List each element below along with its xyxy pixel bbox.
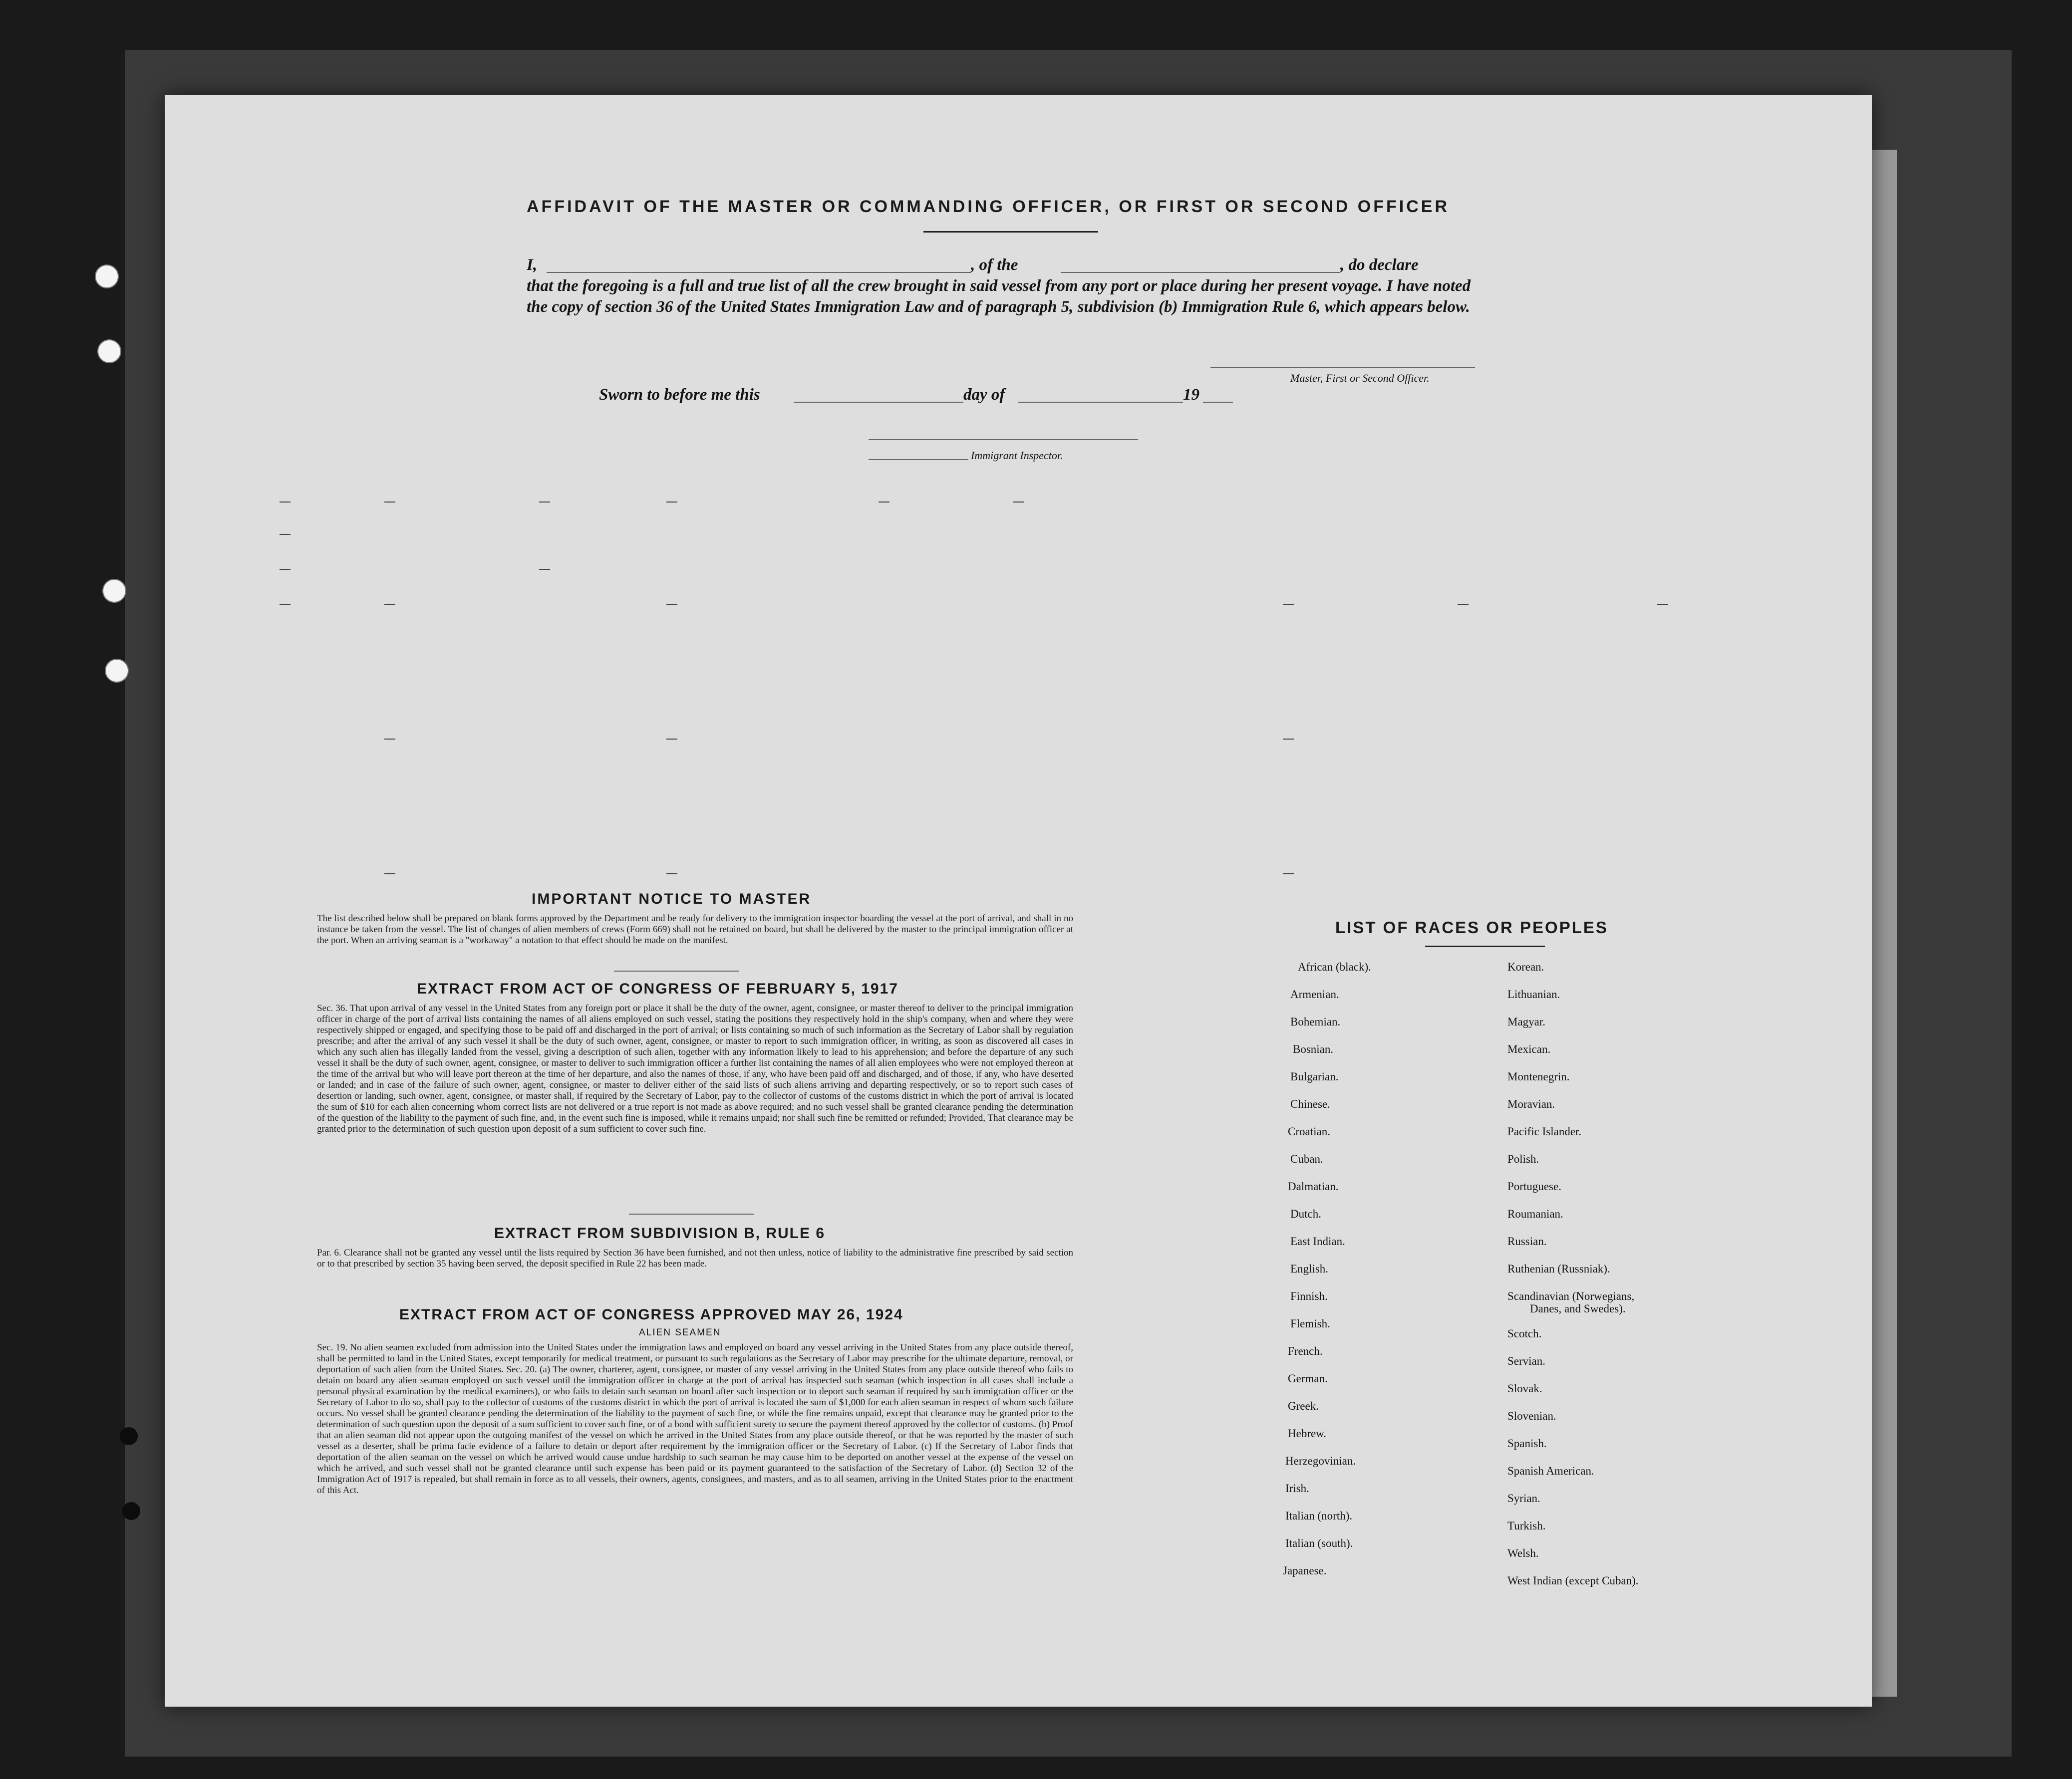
day-of-text: day of — [963, 386, 1005, 404]
declare-do-declare: , do declare — [1340, 256, 1419, 274]
race-item: Montenegrin. — [1507, 1070, 1570, 1083]
notice-title: IMPORTANT NOTICE TO MASTER — [532, 891, 812, 907]
affidavit-body: that the foregoing is a full and true list of all the crew brought in said vessel from any port or place during her present voyage. I have noted the copy of section 36 of the United States Immigration Law and of paragraph 5, subdivision (b) Immigration Rule 6, which appears below. — [527, 277, 1471, 316]
column-mark — [1283, 739, 1294, 740]
column-mark — [1657, 604, 1668, 605]
column-mark — [1283, 604, 1294, 605]
races-title: LIST OF RACES OR PEOPLES — [1335, 918, 1608, 937]
race-item: Chinese. — [1290, 1098, 1330, 1110]
race-item: Croatian. — [1288, 1125, 1330, 1138]
binder-hole — [97, 339, 121, 363]
binder-hole — [95, 264, 119, 288]
column-mark — [384, 502, 395, 503]
race-item: Spanish American. — [1507, 1465, 1594, 1477]
declare-i: I, — [527, 256, 538, 274]
race-item: Italian (north). — [1285, 1510, 1353, 1522]
race-item: Slovenian. — [1507, 1410, 1556, 1422]
signature-line — [1210, 367, 1475, 368]
race-item: Herzegovinian. — [1285, 1455, 1356, 1467]
column-mark — [384, 604, 395, 605]
month-blank — [1018, 402, 1183, 403]
column-mark — [280, 604, 291, 605]
year-blank — [1203, 402, 1233, 403]
race-item: East Indian. — [1290, 1235, 1345, 1248]
rule6-text: Par. 6. Clearance shall not be granted any vessel until the lists required by Section 36 have been furnished, and not then unless, notice of liability to the administrative fine prescribed by said section or to that prescribed by section 35 having been served, the deposit specified in Rule 22 has been made. — [317, 1248, 1073, 1269]
race-item: Welsh. — [1507, 1547, 1539, 1559]
affidavit-title: AFFIDAVIT OF THE MASTER OR COMMANDING OFFICER, OR FIRST OR SECOND OFFICER — [527, 197, 1450, 216]
race-item: Slovak. — [1507, 1382, 1542, 1395]
race-item: African (black). — [1298, 961, 1371, 973]
signature-label: Master, First or Second Officer. — [1290, 372, 1430, 384]
race-item: Pacific Islander. — [1507, 1125, 1582, 1138]
notice-divider — [614, 971, 739, 972]
race-item: Flemish. — [1290, 1317, 1330, 1330]
binder-hole — [105, 659, 129, 683]
extract-1917-title: EXTRACT FROM ACT OF CONGRESS OF FEBRUARY 5, 1917 — [417, 981, 898, 997]
inspector-line-2 — [869, 459, 968, 460]
race-item: Roumanian. — [1507, 1208, 1563, 1220]
column-mark — [539, 502, 550, 503]
race-item: Danes, and Swedes). — [1530, 1302, 1626, 1315]
declare-of-the: , of the — [971, 256, 1018, 274]
form-page — [165, 95, 1872, 1707]
column-mark — [384, 739, 395, 740]
race-item: French. — [1288, 1345, 1323, 1357]
race-item: West Indian (except Cuban). — [1507, 1574, 1639, 1587]
race-item: Greek. — [1288, 1400, 1319, 1412]
race-item: Bosnian. — [1293, 1043, 1334, 1055]
race-item: Korean. — [1507, 961, 1544, 973]
race-item: Irish. — [1285, 1482, 1309, 1495]
race-item: Cuban. — [1290, 1153, 1323, 1165]
race-item: Moravian. — [1507, 1098, 1555, 1110]
extract-1924-text: Sec. 19. No alien seamen excluded from admission into the United States under the immigration laws and employed on board any vessel arriving in the United States from any place outside thereof, shall be permitted to land in the United States, except temporarily for medical treatment, or pursuant to such regulations as the Secretary of Labor may prescribe for the ultimate departure, removal, or deportation of such alien from the United States. Sec. 20. (a) The owner, charterer, agent, consignee, or master of any vessel arriving in the United States from any place outside thereof who fails to detain on board any alien seaman employed on such vessel until the immigration officer in charge at the port of arrival has inspected such seaman (which inspection in all cases shall include a personal physical examination by the medical examiners), or who fails to detain such seaman on board after such inspection or to deport such seaman if required by such immigration officer or the Secretary of Labor to do so, shall pay to the collector of customs of the customs district in which the port of arrival is located the sum of $1,000 for each alien seaman in respect of whom such failure occurs. No vessel shall be granted clearance pending the determination of the liability to the payment of such fine, or while the fine remains unpaid, except that clearance may be granted prior to the determination of such question upon the deposit of a sum sufficient to cover such fine, or of a bond with sufficient surety to secure the payment thereof approved by the collector of customs. (b) Proof that an alien seaman did not appear upon the outgoing manifest of the vessel on which he arrived in the United States from any place outside thereof, or that he was reported by the master of such vessel as a deserter, shall be prima facie evidence of a failure to detain or deport after requirement by the immigration officer or the Secretary of Labor. (c) If the Secretary of Labor finds that deportation of the alien seaman on the vessel on which he arrived would cause undue hardship to such seaman he may cause him to be deported on another vessel at the expense of the vessel on which he arrived, and such vessel shall not be granted clearance until such expense has been paid or its payment guaranteed to the satisfaction of the Secretary of Labor. (d) Section 32 of the Immigration Act of 1917 is repealed, but shall remain in force as to all vessels, their owners, agents, consignees, and masters, and as to all seamen, arriving in the United States prior to the enactment of this Act. — [317, 1342, 1073, 1496]
race-item: Magyar. — [1507, 1016, 1546, 1028]
race-item: Bohemian. — [1290, 1016, 1341, 1028]
sworn-text: Sworn to before me this — [599, 386, 760, 404]
column-mark — [280, 502, 291, 503]
race-item: German. — [1288, 1372, 1328, 1385]
race-item: Bulgarian. — [1290, 1070, 1339, 1083]
race-item: Armenian. — [1290, 988, 1339, 1001]
race-item: Italian (south). — [1285, 1537, 1353, 1549]
binder-hole — [120, 1427, 138, 1445]
race-item: Finnish. — [1290, 1290, 1328, 1302]
vessel-blank — [1061, 272, 1340, 273]
race-item: Scandinavian (Norwegians, — [1507, 1290, 1635, 1302]
race-item: Scotch. — [1507, 1327, 1542, 1340]
races-underline — [1425, 946, 1545, 947]
inspector-line — [869, 439, 1138, 440]
title-underline — [923, 231, 1098, 233]
race-item: Turkish. — [1507, 1520, 1546, 1532]
column-mark — [539, 569, 550, 570]
extract-1924-title: EXTRACT FROM ACT OF CONGRESS APPROVED MAY 26, 1924 — [399, 1306, 903, 1323]
column-mark — [666, 604, 677, 605]
binder-hole — [102, 579, 126, 603]
rule6-title: EXTRACT FROM SUBDIVISION B, RULE 6 — [494, 1225, 826, 1242]
column-mark — [280, 569, 291, 570]
race-item: Dutch. — [1290, 1208, 1321, 1220]
race-item: English. — [1290, 1263, 1329, 1275]
race-item: Syrian. — [1507, 1492, 1540, 1505]
race-item: Portuguese. — [1507, 1180, 1561, 1193]
race-item: Ruthenian (Russniak). — [1507, 1263, 1610, 1275]
column-mark — [1013, 502, 1024, 503]
binder-hole — [122, 1502, 140, 1520]
race-item: Hebrew. — [1288, 1427, 1327, 1440]
race-item: Polish. — [1507, 1153, 1539, 1165]
extract-1917-text: Sec. 36. That upon arrival of any vessel in the United States from any foreign port or place it shall be the duty of the owner, agent, consignee, or master thereof to deliver to the principal immigration officer in charge of the port of arrival lists containing the names of all aliens employed on such vessel, stating the positions they respectively hold in the ship's company, when and where they were respectively shipped or engaged, and specifying those to be paid off and discharged in the port of arrival; or lists containing so much of such information as the Secretary of Labor shall by regulation prescribe; and after the arrival of any such vessel it shall be the duty of such owner, agent, consignee, or master to report to such immigration officer, in writing, as soon as discovered all cases in which any such alien has illegally landed from the vessel, giving a description of such alien, together with any information likely to lead to his apprehension; and before the departure of any such vessel it shall be the duty of such owner, agent, consignee, or master to deliver to such immigration officer a further list containing the names of all alien employees who were not employed thereon at the time of the arrival but who will leave port thereon at the time of her departure, and also the names of those, if any, who have been paid off and discharged, and of those, if any, who have deserted or landed; and in case of the failure of such owner, agent, consignee, or master to deliver either of the said lists of such aliens arriving and departing respectively, or so to report such cases of desertion or landing, such owner, agent, consignee, or master shall, if required by the Secretary of Labor, pay to the collector of customs of the customs district in which the port of arrival is located the sum of $10 for each alien concerning whom correct lists are not delivered or a true report is not made as above required; and no such vessel shall be granted clearance pending the determination of the question of the liability to the payment of such fine, and, in the event such fine is imposed, while it remains unpaid; nor shall such fine be remitted or refunded; Provided, That clearance may be granted prior to the determination of such question upon deposit of a sum sufficient to cover such fine. — [317, 1003, 1073, 1134]
extract-1924-subtitle: ALIEN SEAMEN — [639, 1327, 721, 1338]
notice-text: The list described below shall be prepared on blank forms approved by the Department and be ready for delivery to the immigration inspector boarding the vessel at the port of arrival, and shall in no instance be taken from the vessel. The list of changes of alien members of crews (Form 669) shall not be retained on board, but shall be delivered by the master to the principal immigration officer at the port. When an arriving seaman is a "workaway" a notation to that effect should be made on the manifest. — [317, 913, 1073, 946]
extract-divider — [629, 1214, 754, 1215]
column-mark — [1283, 873, 1294, 874]
race-item: Russian. — [1507, 1235, 1547, 1248]
race-item: Japanese. — [1283, 1564, 1327, 1577]
race-item: Mexican. — [1507, 1043, 1551, 1055]
name-blank — [547, 272, 971, 273]
race-item: Spanish. — [1507, 1437, 1547, 1450]
column-mark — [666, 873, 677, 874]
column-mark — [666, 502, 677, 503]
column-mark — [384, 873, 395, 874]
column-mark — [666, 739, 677, 740]
race-item: Servian. — [1507, 1355, 1546, 1367]
year-prefix: 19 — [1183, 386, 1199, 404]
race-item: Lithuanian. — [1507, 988, 1560, 1001]
column-mark — [1458, 604, 1469, 605]
inspector-label: Immigrant Inspector. — [971, 449, 1063, 462]
sworn-day-blank — [794, 402, 963, 403]
race-item: Dalmatian. — [1288, 1180, 1339, 1193]
column-mark — [280, 534, 291, 535]
column-mark — [879, 502, 889, 503]
